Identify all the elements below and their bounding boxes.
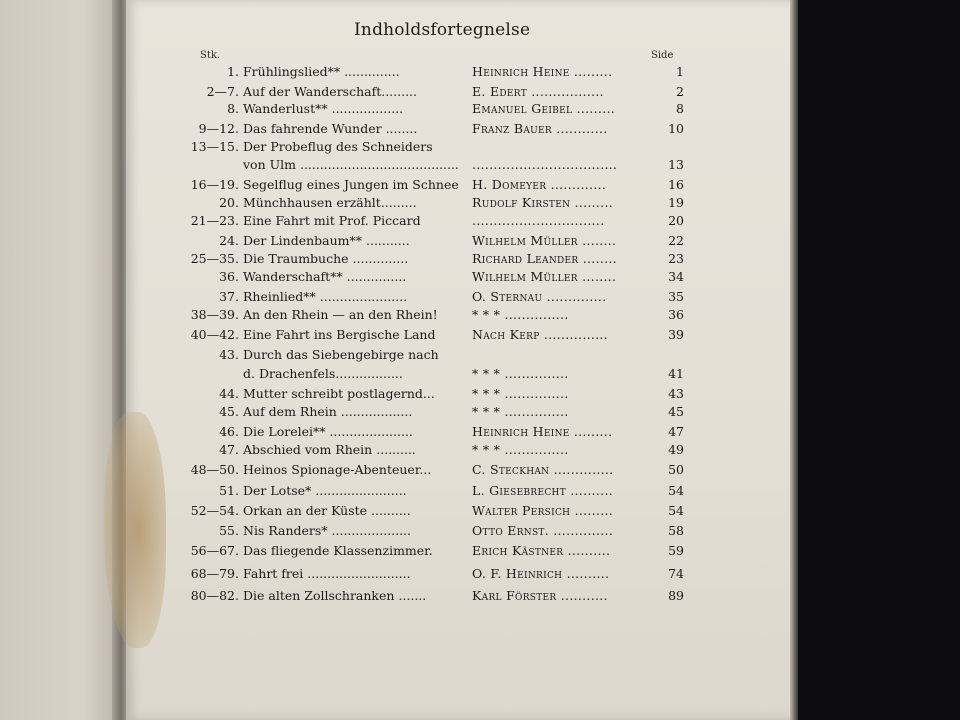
entry-author: Otto Ernst. .............. [472, 523, 614, 538]
entry-number: 8. [227, 101, 239, 116]
toc-row [182, 404, 692, 424]
left-page [0, 0, 118, 720]
entry-number: 20. [219, 195, 239, 210]
toc-row [182, 157, 692, 177]
entry-author: Karl Förster ........... [472, 588, 608, 603]
entry-author: H. Domeyer ............. [472, 177, 607, 192]
entry-author: Emanuel Geibel ......... [472, 101, 616, 116]
entry-number: 16—19. [190, 177, 239, 192]
toc-row [182, 64, 692, 84]
entry-author: Franz Bauer ............ [472, 121, 608, 136]
entry-page: 13 [668, 157, 684, 172]
column-header-side: Side [651, 50, 674, 61]
entry-title: Auf der Wanderschaft......... [243, 84, 417, 99]
entry-author: O. Sternau .............. [472, 289, 607, 304]
entry-author: * * * ............... [472, 366, 569, 381]
entry-author: Rudolf Kirsten ......... [472, 195, 614, 210]
entry-author: E. Edert ................. [472, 84, 604, 99]
entry-page: 89 [668, 588, 684, 603]
entry-title: d. Drachenfels................. [243, 366, 403, 381]
entry-number: 2—7. [206, 84, 239, 99]
entry-page: 74 [668, 566, 684, 581]
entry-page: 20 [668, 213, 684, 228]
entry-title: Wanderschaft** ............... [243, 269, 407, 284]
entry-title: Rheinlied** ...................... [243, 289, 408, 304]
entry-title: Das fliegende Klassenzimmer. [243, 543, 433, 558]
toc-row [182, 483, 692, 503]
toc-row [182, 121, 692, 141]
toc-row [182, 307, 692, 327]
entry-page: 35 [668, 289, 684, 304]
entry-title: Heinos Spionage-Abenteuer... [243, 462, 432, 477]
entry-number: 52—54. [190, 503, 239, 518]
entry-title: Frühlingslied** .............. [243, 64, 400, 79]
toc-row [182, 462, 692, 482]
toc-row [182, 503, 692, 523]
entry-number: 48—50. [190, 462, 239, 477]
entry-title: Münchhausen erzählt......... [243, 195, 417, 210]
entry-number: 56—67. [190, 543, 239, 558]
entry-page: 8 [676, 101, 684, 116]
entry-page: 58 [668, 523, 684, 538]
entry-author: Heinrich Heine ......... [472, 424, 613, 439]
toc-row [182, 269, 692, 289]
entry-title: Mutter schreibt postlagernd... [243, 386, 435, 401]
entry-page: 41 [668, 366, 684, 381]
entry-title: Die Lorelei** ..................... [243, 424, 413, 439]
toc-row [182, 566, 692, 586]
entry-number: 36. [219, 269, 239, 284]
toc-row [182, 366, 692, 386]
entry-author: * * * ............... [472, 442, 569, 457]
entry-title: Der Probeflug des Schneiders [243, 139, 433, 154]
entry-page: 50 [668, 462, 684, 477]
entry-author: Nach Kerp ............... [472, 327, 608, 342]
toc-row [182, 251, 692, 271]
entry-title: Wanderlust** .................. [243, 101, 404, 116]
toc-row [182, 195, 692, 215]
toc-row [182, 347, 692, 367]
entry-author: ............................... [472, 213, 605, 228]
entry-number: 47. [219, 442, 239, 457]
entry-number: 45. [219, 404, 239, 419]
column-header-stk: Stk. [200, 50, 221, 61]
entry-title: Abschied vom Rhein .......... [243, 442, 416, 457]
entry-author: Wilhelm Müller ........ [472, 233, 617, 248]
toc-row [182, 386, 692, 406]
entry-number: 46. [219, 424, 239, 439]
entry-page: 16 [668, 177, 684, 192]
entry-title: Die alten Zollschranken ....... [243, 588, 427, 603]
entry-title: An den Rhein — an den Rhein! [243, 307, 438, 322]
entry-author: Walter Persich ......... [472, 503, 614, 518]
toc-row [182, 543, 692, 563]
entry-number: 80—82. [190, 588, 239, 603]
entry-title: Eine Fahrt ins Bergische Land [243, 327, 436, 342]
entry-page: 2 [676, 84, 684, 99]
entry-page: 19 [668, 195, 684, 210]
entry-title: von Ulm ........................................ [243, 157, 459, 172]
entry-title: Orkan an der Küste .......... [243, 503, 411, 518]
toc-row [182, 139, 692, 159]
entry-page: 49 [668, 442, 684, 457]
entry-number: 1. [227, 64, 239, 79]
toc-row [182, 424, 692, 444]
entry-page: 45 [668, 404, 684, 419]
entry-page: 36 [668, 307, 684, 322]
toc-row [182, 442, 692, 462]
entry-page: 54 [668, 483, 684, 498]
entry-page: 10 [668, 121, 684, 136]
entry-number: 21—23. [190, 213, 239, 228]
entry-author: Erich Kästner .......... [472, 543, 611, 558]
entry-number: 44. [219, 386, 239, 401]
entry-page: 34 [668, 269, 684, 284]
toc-row [182, 213, 692, 233]
toc-row [182, 101, 692, 121]
toc-row [182, 177, 692, 197]
entry-page: 23 [668, 251, 684, 266]
entry-number: 55. [219, 523, 239, 538]
toc-row [182, 588, 692, 608]
entry-author: Richard Leander ........ [472, 251, 617, 266]
entry-number: 51. [219, 483, 239, 498]
entry-page: 54 [668, 503, 684, 518]
entry-author: O. F. Heinrich .......... [472, 566, 610, 581]
toc-row [182, 289, 692, 309]
entry-number: 13—15. [190, 139, 239, 154]
entry-page: 22 [668, 233, 684, 248]
entry-title: Auf dem Rhein .................. [243, 404, 413, 419]
entry-title: Fahrt frei .......................... [243, 566, 411, 581]
entry-page: 39 [668, 327, 684, 342]
page-edge [790, 0, 798, 720]
entry-title: Eine Fahrt mit Prof. Piccard [243, 213, 421, 228]
entry-number: 37. [219, 289, 239, 304]
entry-page: 59 [668, 543, 684, 558]
page-title: Indholdsfortegnelse [354, 20, 531, 40]
entry-title: Der Lotse* ....................... [243, 483, 407, 498]
entry-number: 25—35. [190, 251, 239, 266]
entry-page: 43 [668, 386, 684, 401]
entry-number: 24. [219, 233, 239, 248]
entry-author: Wilhelm Müller ........ [472, 269, 617, 284]
entry-author: L. Giesebrecht .......... [472, 483, 613, 498]
water-stain [104, 412, 166, 648]
entry-number: 40—42. [190, 327, 239, 342]
toc-row [182, 327, 692, 347]
toc-row [182, 233, 692, 253]
entry-number: 9—12. [198, 121, 239, 136]
entry-title: Segelflug eines Jungen im Schnee [243, 177, 459, 192]
entry-title: Durch das Siebengebirge nach [243, 347, 439, 362]
entry-author: C. Steckhan .............. [472, 462, 614, 477]
entry-title: Der Lindenbaum** ........... [243, 233, 410, 248]
entry-author: * * * ............... [472, 404, 569, 419]
entry-number: 68—79. [190, 566, 239, 581]
toc-row [182, 523, 692, 543]
entry-page: 1 [676, 64, 684, 79]
entry-author: * * * ............... [472, 307, 569, 322]
entry-author: .................................. [472, 157, 618, 172]
entry-number: 38—39. [190, 307, 239, 322]
entry-title: Nis Randers* .................... [243, 523, 412, 538]
entry-author: Heinrich Heine ......... [472, 64, 613, 79]
entry-author: * * * ............... [472, 386, 569, 401]
entry-page: 47 [668, 424, 684, 439]
entry-title: Das fahrende Wunder ........ [243, 121, 418, 136]
entry-title: Die Traumbuche .............. [243, 251, 409, 266]
entry-number: 43. [219, 347, 239, 362]
